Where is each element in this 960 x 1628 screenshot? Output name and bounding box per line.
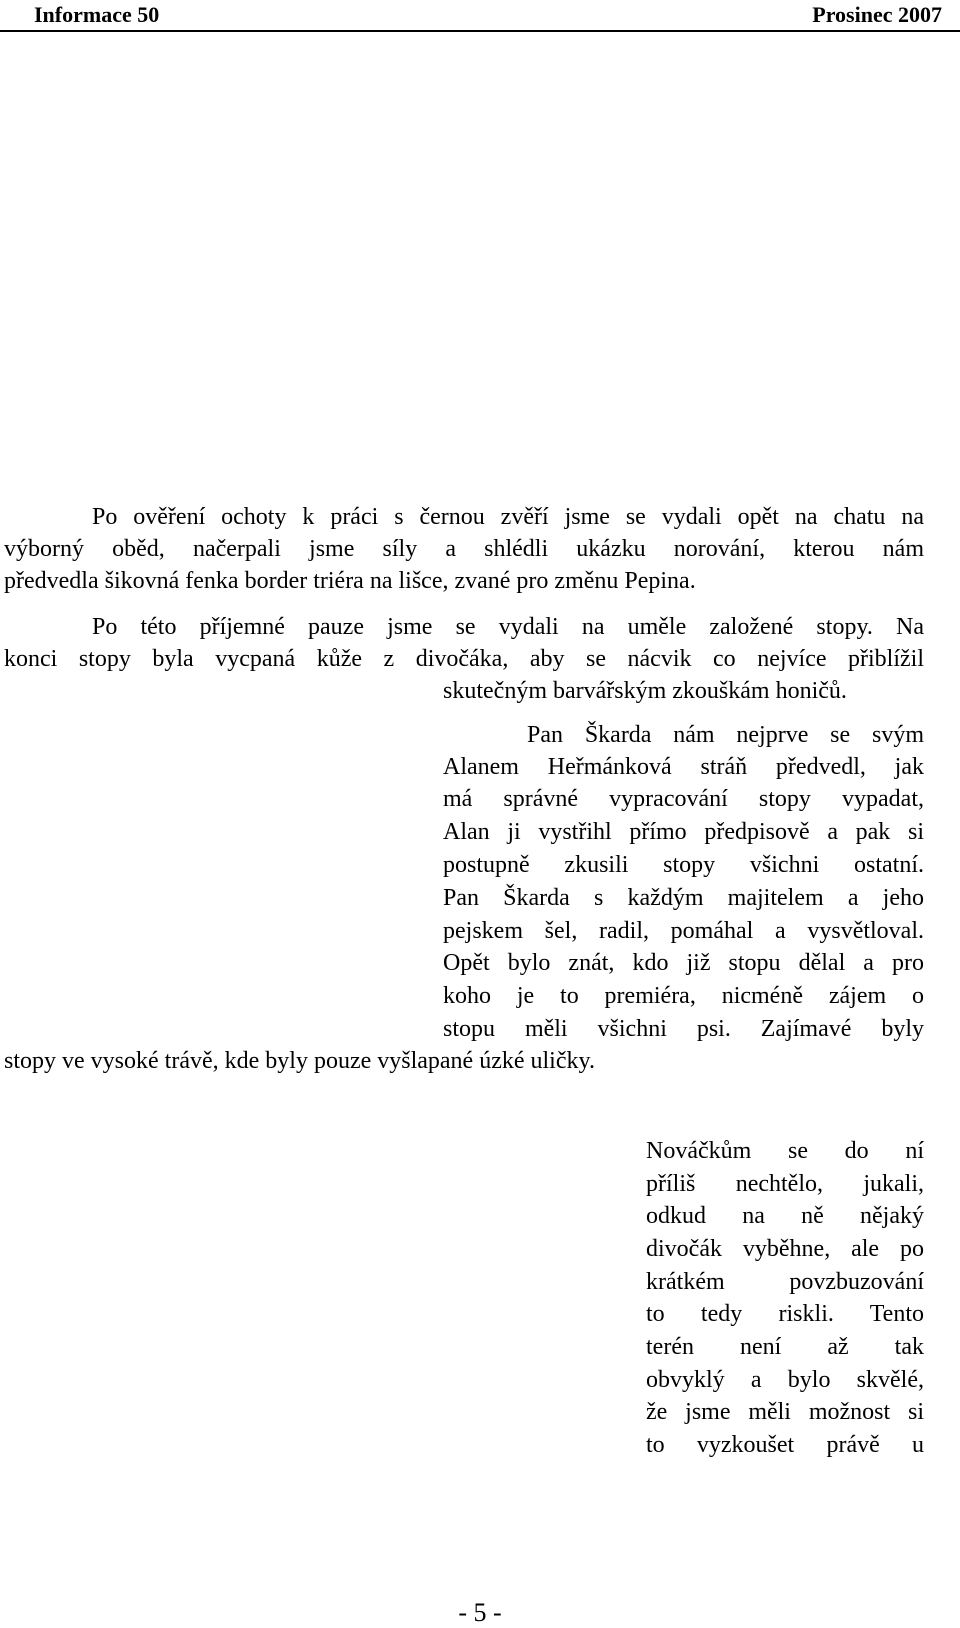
text-line: Pan Škarda nám nejprve se svým bbox=[527, 722, 924, 748]
header-publication: Informace 50 bbox=[34, 2, 160, 27]
text-line: to vyzkoušet právě u bbox=[646, 1432, 924, 1458]
text-line: Opět bylo znát, kdo již stopu dělal a pro bbox=[443, 950, 924, 976]
text-line: krátkém povzbuzování bbox=[646, 1269, 924, 1295]
text-line: postupně zkusili stopy všichni ostatní. bbox=[443, 852, 924, 878]
text-line: že jsme měli možnost si bbox=[646, 1399, 924, 1425]
text-line: konci stopy byla vycpaná kůže z divočáka, aby se nácvik co nejvíce přiblížil bbox=[4, 646, 924, 672]
page-header bbox=[0, 0, 960, 32]
text-line: Alan ji vystřihl přímo předpisově a pak si bbox=[443, 819, 924, 845]
text-line: má správné vypracování stopy vypadat, bbox=[443, 786, 924, 812]
text-line: odkud na ně nějaký bbox=[646, 1203, 924, 1229]
text-line: stopy ve vysoké trávě, kde byly pouze vyšlapané úzké uličky. bbox=[4, 1048, 595, 1074]
text-line: Alanem Heřmánková stráň předvedl, jak bbox=[443, 754, 924, 780]
text-line: příliš nechtělo, jukali, bbox=[646, 1171, 924, 1197]
text-line: divočák vyběhne, ale po bbox=[646, 1236, 924, 1262]
text-line: koho je to premiéra, nicméně zájem o bbox=[443, 983, 924, 1009]
header-date: Prosinec 2007 bbox=[812, 2, 942, 27]
page-number: - 5 - bbox=[458, 1598, 502, 1627]
text-line: terén není až tak bbox=[646, 1334, 924, 1360]
text-line: Pan Škarda s každým majitelem a jeho bbox=[443, 885, 924, 911]
text-line: skutečným barvářským zkouškám honičů. bbox=[443, 678, 847, 704]
text-line: obvyklý a bylo skvělé, bbox=[646, 1367, 924, 1393]
text-line: výborný oběd, načerpali jsme síly a shlédli ukázku norování, kterou nám bbox=[4, 536, 924, 562]
text-line: Po ověření ochoty k práci s černou zvěří jsme se vydali opět na chatu na bbox=[92, 504, 924, 530]
text-line: stopu měli všichni psi. Zajímavé byly bbox=[443, 1016, 924, 1042]
text-line: Nováčkům se do ní bbox=[646, 1138, 924, 1164]
text-line: předvedla šikovná fenka border triéra na lišce, zvané pro změnu Pepina. bbox=[4, 568, 696, 594]
text-line: pejskem šel, radil, pomáhal a vysvětloval. bbox=[443, 918, 924, 944]
text-line: Po této příjemné pauze jsme se vydali na uměle založené stopy. Na bbox=[92, 614, 924, 640]
text-line: to tedy riskli. Tento bbox=[646, 1301, 924, 1327]
